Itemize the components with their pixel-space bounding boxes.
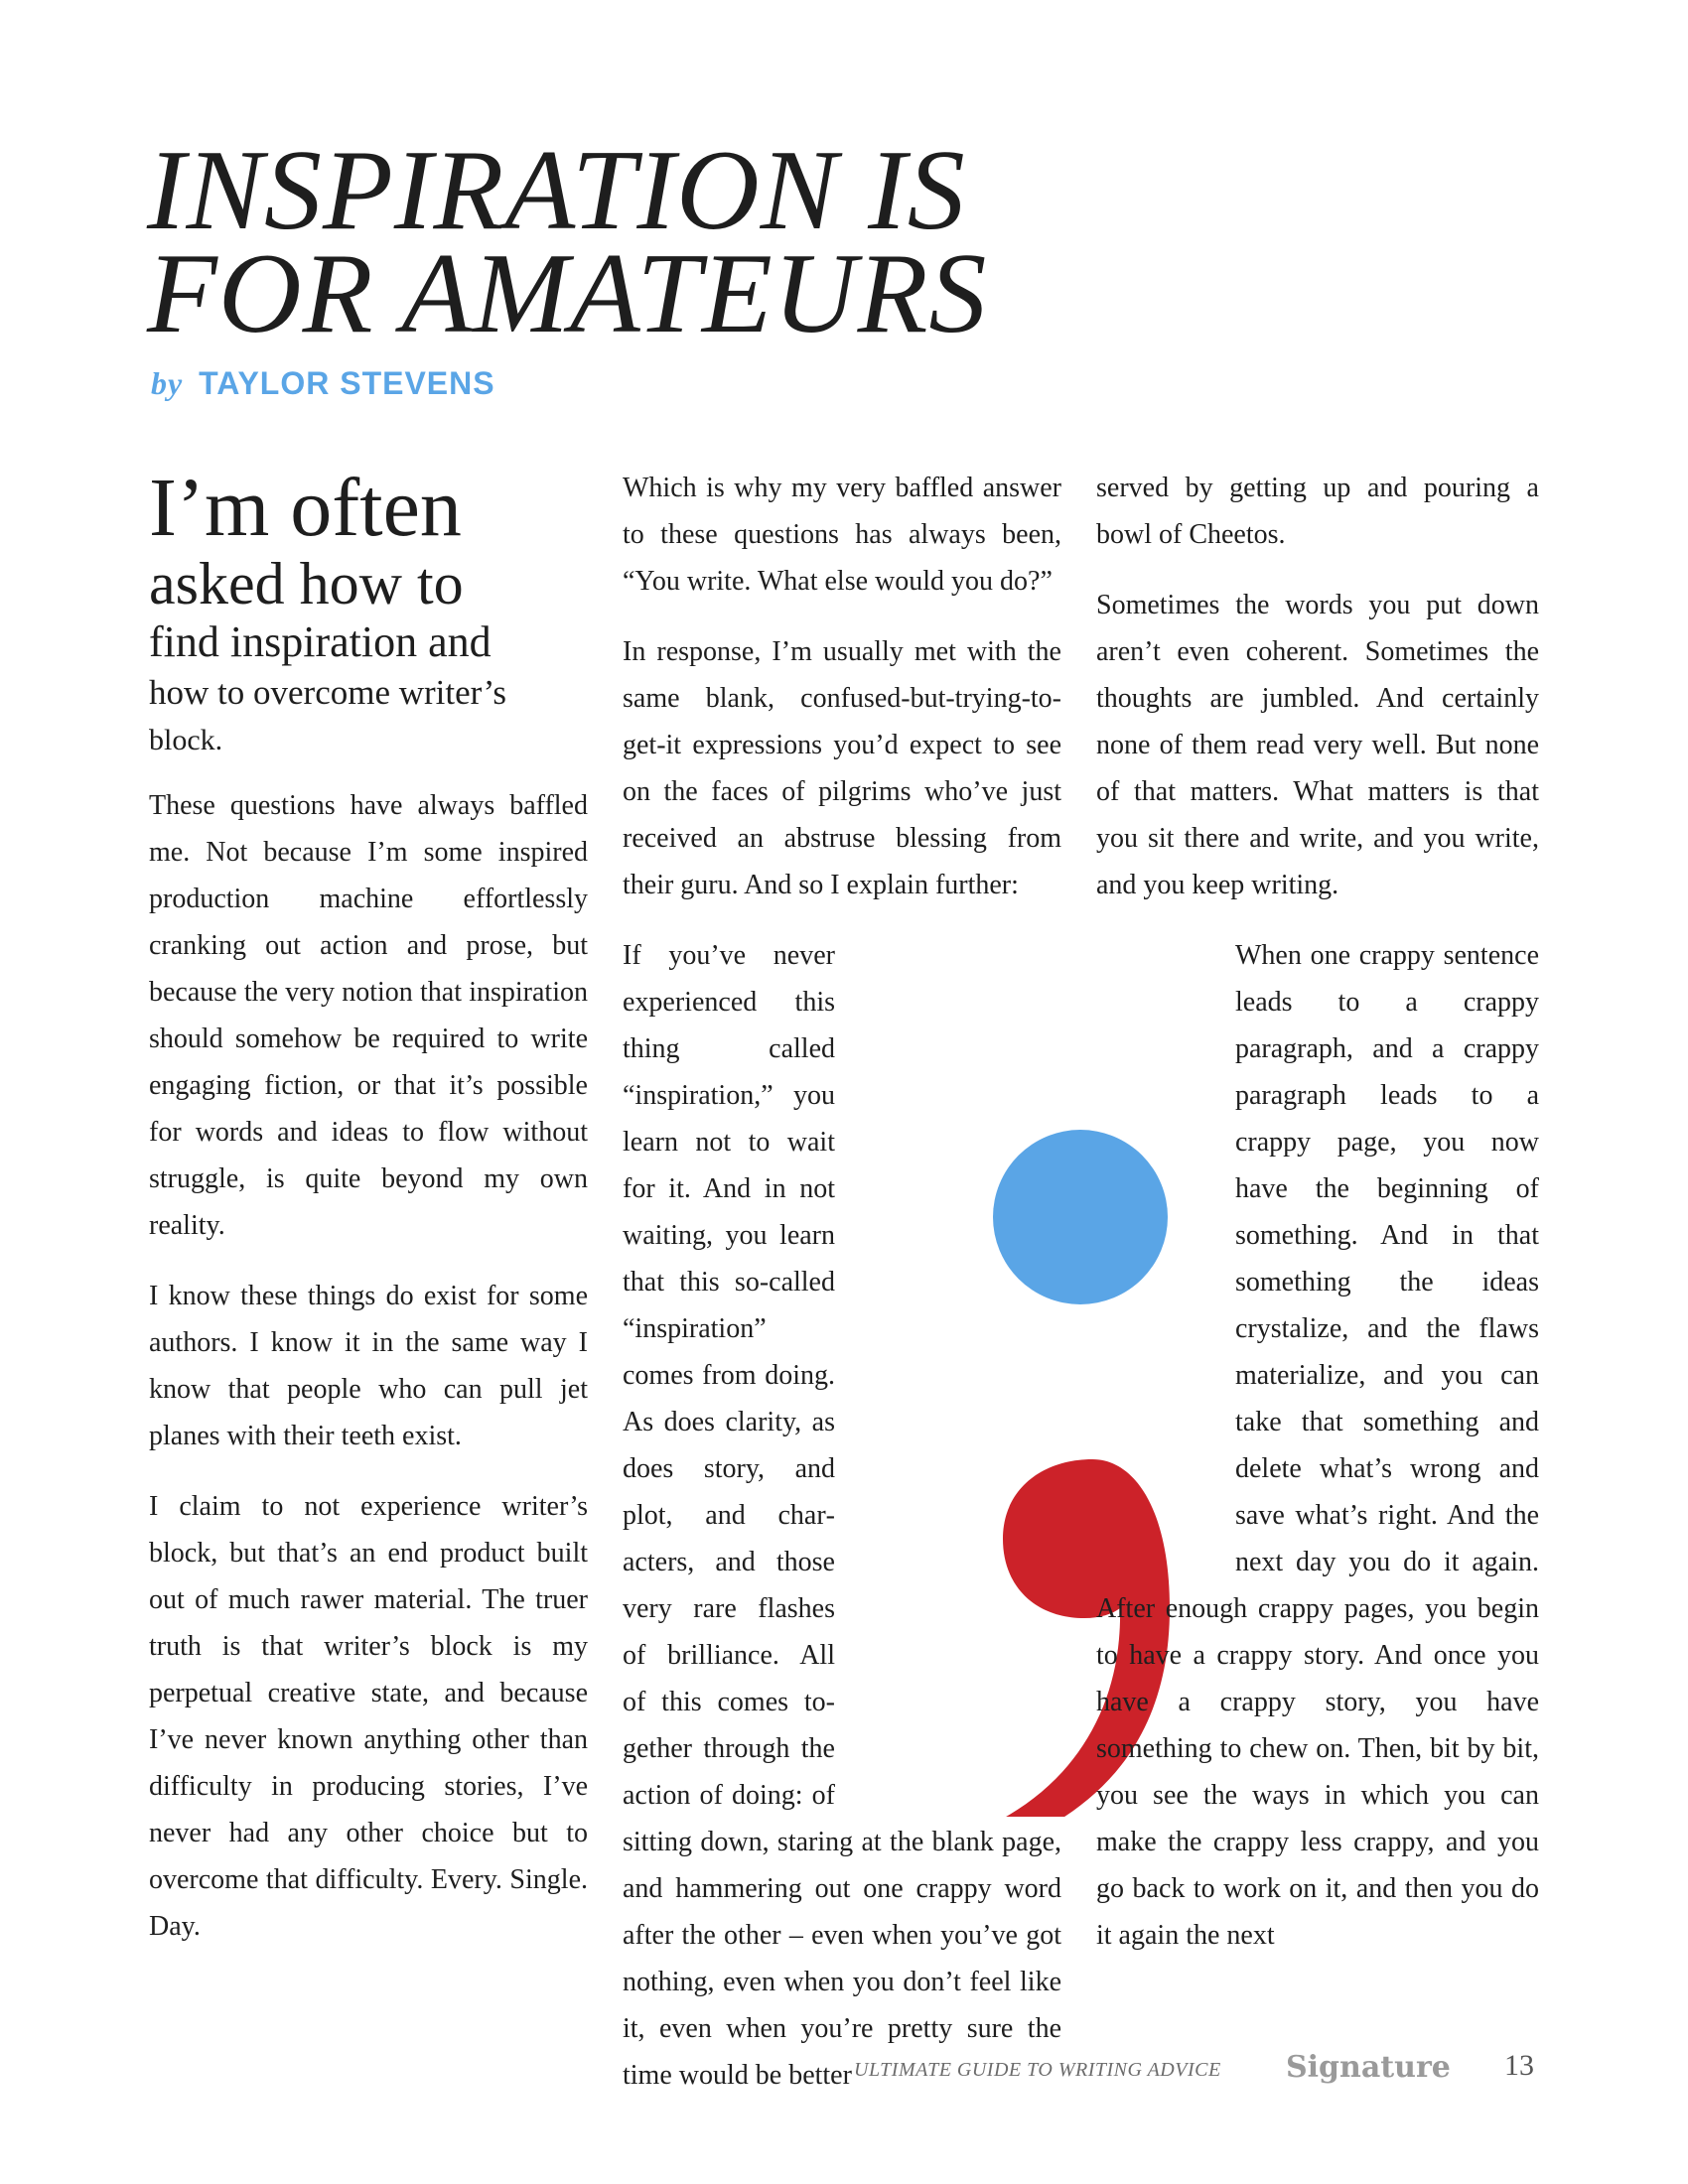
body-paragraph: When one crappy sentence leads to a crappy paragraph, and a crappy paragraph leads to a crappy page, you now have the beginning of something. And in that something the ideas crystalize, and the flaws materialize, and you can take that something and delete what’s wrong and save what’s right. And the next day you do it again. After enough crappy pages, you begin to have a crappy story. And once you have a crappy story, you have something to chew on. Then, bit by bit, you see the ways in which you can make the crappy less crappy, and you go back to work on it, and then you do it again the next — [1096, 940, 1539, 1951]
semicolon-wrap-space — [1096, 1025, 1235, 1585]
body-paragraph: served by getting up and pouring a bowl of Cheetos. — [1096, 473, 1539, 550]
body-paragraph: These questions have always baffled me. Not because I’m some inspired production machine effortlessly cranking out action and prose, but because the very notion that inspiration should somehow be required to write engaging fiction, or that it’s possible for words and ideas to flow without struggle, is quite beyond my own reality. — [149, 790, 588, 1241]
semicolon-wrap-space — [835, 932, 1061, 1786]
body-paragraph: If you’ve never experienced this thing called “inspiration,” you learn not to wait for it. And in not waiting, you learn that this so-called “inspiration” comes from doing. As does clarity, as does story, and plot, and characters, and those very rare flashes of brilliance. All of this comes together through the action of doing: of sitting down, staring at the blank page, and hammering out one crappy word after the other – even when you’ve got nothing, even when you don’t feel like it, even when you’re pretty sure the time would be better — [623, 940, 1061, 2091]
footer-brand-logo: Signature — [1286, 2050, 1451, 2085]
lead-line-3: find inspiration and — [149, 617, 492, 666]
article-title-line1: INSPIRATION IS — [147, 127, 966, 254]
article-title — [147, 127, 988, 357]
page-footer — [854, 2047, 1549, 2087]
body-paragraph: Which is why my very baffled answer to these questions has always been, “You write. What else would you do?” — [623, 473, 1061, 597]
lead-line-1: I’m often — [149, 462, 462, 554]
footer-guide-title: ULTIMATE GUIDE TO WRITING ADVICE — [854, 2059, 1221, 2081]
body-paragraph: Sometimes the words you put down aren’t even coherent. Sometimes the thoughts are jumbled. And certainly none of them read very well. But none of that matters. What matters is that you sit there and write, and you write, and you keep writing. — [1096, 590, 1539, 900]
byline-prefix: by — [151, 365, 184, 401]
article-title-line2: FOR AMATEURS — [147, 230, 988, 357]
page-number: 13 — [1504, 2049, 1534, 2082]
lead-paragraph — [149, 462, 588, 764]
column-3 — [1096, 465, 1539, 1982]
lead-line-2: asked how to — [149, 551, 464, 616]
lead-line-4: how to overcome writer’s — [149, 673, 506, 712]
body-paragraph: I claim to not experience writer’s block, but that’s an end product built out of much rawer material. The truer truth is that writer’s block is my perpetual creative state, and because I’ve never known anything other than difficulty in producing stories, I’ve never had any other choice but to overcome that difficulty. Every. Single. Day. — [149, 1491, 588, 1942]
body-paragraph: I know these things do exist for some authors. I know it in the same way I know that people who can pull jet planes with their teeth exist. — [149, 1281, 588, 1451]
byline — [151, 365, 495, 402]
column-2 — [623, 465, 1061, 2122]
body-paragraph: In response, I’m usually met with the same blank, confused-but-trying-to-get-it expressions you’d expect to see on the faces of pilgrims who’ve just received an abstruse blessing from their guru. And so I explain further: — [623, 636, 1061, 900]
column-1 — [149, 462, 588, 1974]
lead-line-5: block. — [149, 724, 223, 756]
author-name: TAYLOR STEVENS — [199, 365, 495, 401]
